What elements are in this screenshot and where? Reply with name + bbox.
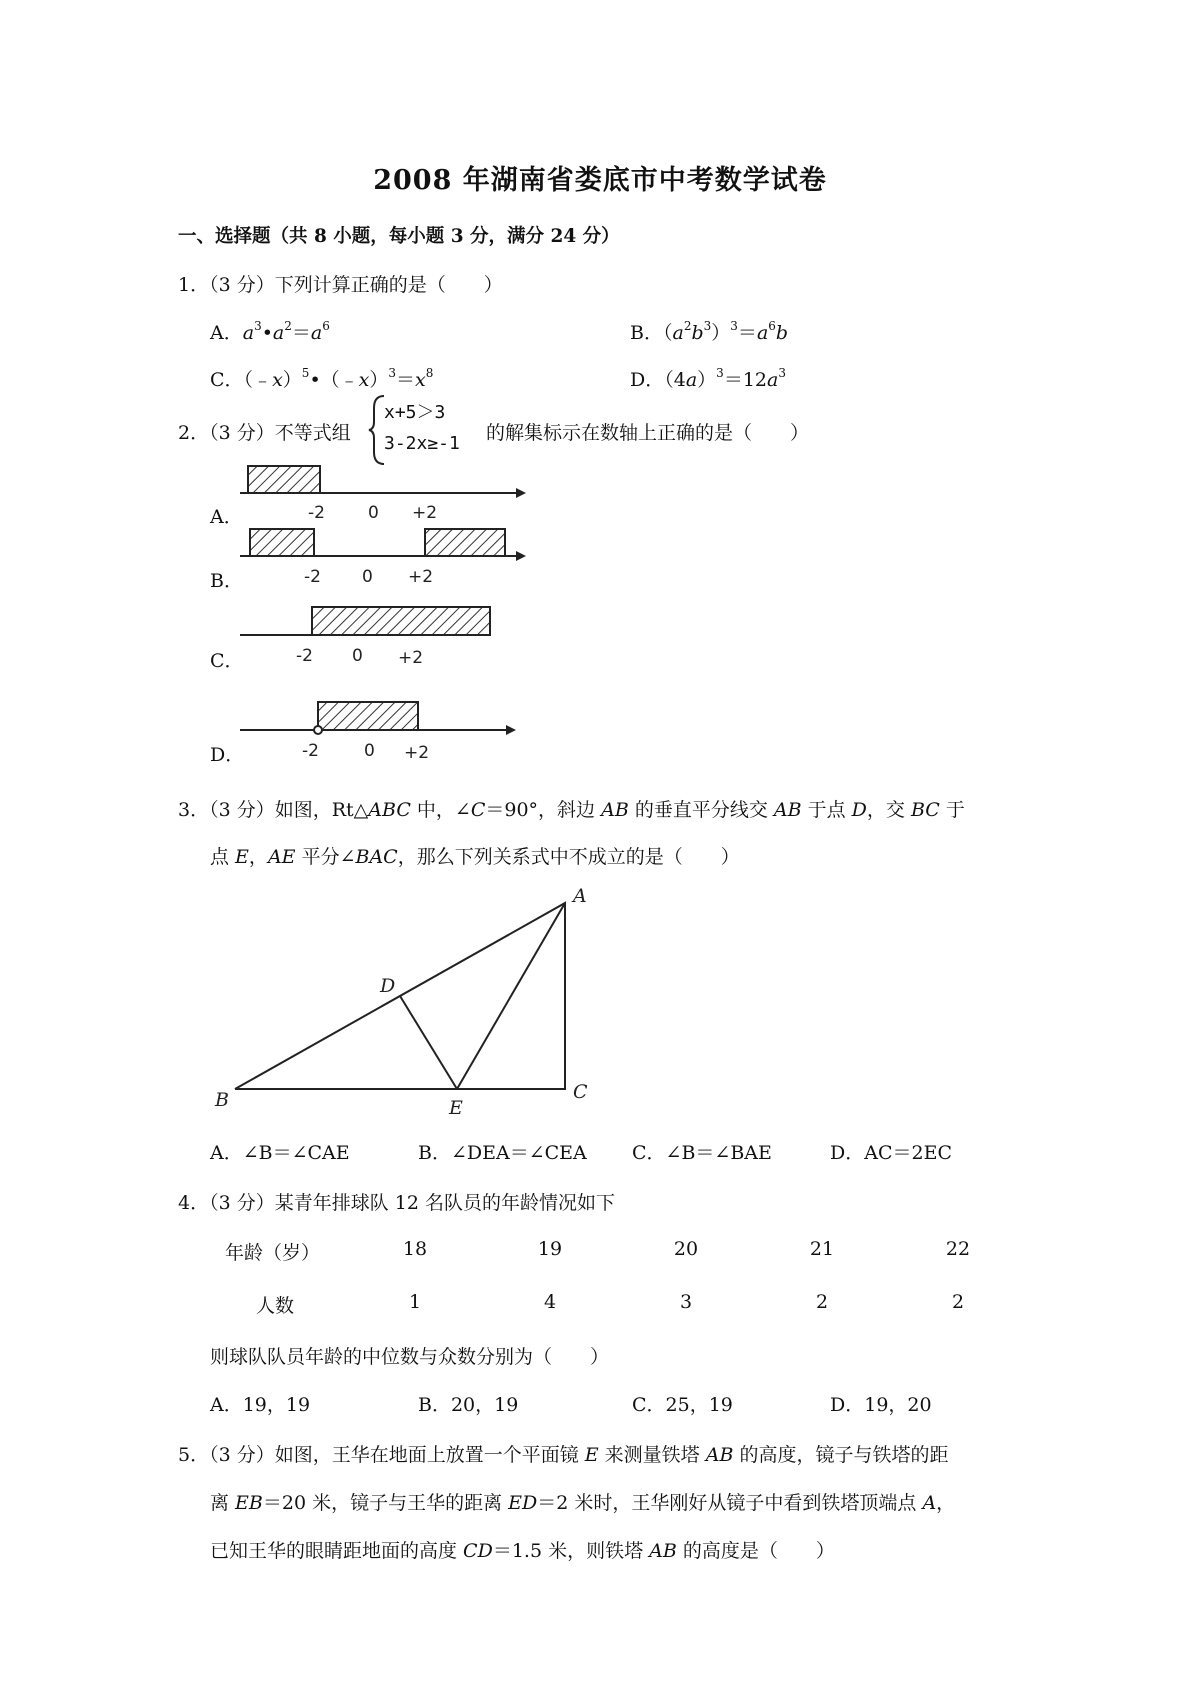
q3-option-d: D．AC＝2EC [830, 1142, 952, 1164]
inequality-2: 3-2x≥-1 [384, 433, 460, 454]
point-label-d: D [380, 975, 396, 997]
q3-option-a: A．∠B＝∠CAE [210, 1142, 350, 1164]
q5-stem-line2: 离 EB＝20 米，镜子与王华的距离 ED＝2 米时，王华刚好从镜子中看到铁塔顶端点 A， [210, 1492, 956, 1514]
q4-option-c: C．25，19 [632, 1394, 733, 1416]
shaded-region-left [250, 529, 314, 556]
count-cell: 4 [543, 1291, 557, 1313]
tick-label: 0 [352, 646, 363, 666]
q5-stem-line3: 已知王华的眼睛距地面的高度 CD＝1.5 米，则铁塔 AB 的高度是（ ） [210, 1540, 835, 1562]
tick-label: -2 [308, 503, 325, 523]
q1-stem: 1．（3 分）下列计算正确的是（ ） [178, 274, 503, 296]
point-label-e: E [449, 1097, 463, 1119]
q3-stem-line2: 点 E，AE 平分∠BAC，那么下列关系式中不成立的是（ ） [210, 846, 740, 868]
point-label-b: B [215, 1089, 229, 1111]
count-cell: 3 [679, 1291, 693, 1313]
age-cell: 19 [537, 1238, 563, 1260]
q1-option-d: D．$(4a)^3=12a^3$ [630, 366, 786, 391]
point-label-c: C [573, 1081, 588, 1103]
q1-option-b: B．$(a^2b^3)^3=a^6b$ [630, 319, 789, 344]
q1-option-a: A．$a^3•a^2=a^6$ [210, 319, 330, 344]
tick-label: 0 [364, 741, 375, 761]
age-cell: 22 [945, 1238, 971, 1260]
age-cell: 18 [402, 1238, 428, 1260]
q4-option-b: B．20，19 [418, 1394, 519, 1416]
triangle-figure [205, 880, 595, 1120]
q4-option-a: A．19，19 [210, 1394, 311, 1416]
shaded-region [248, 466, 320, 493]
shaded-region [312, 607, 490, 635]
tick-label: 0 [368, 503, 379, 523]
count-cell: 2 [951, 1291, 965, 1313]
age-cell: 20 [673, 1238, 699, 1260]
tick-label: +2 [404, 743, 430, 763]
q4-option-d: D．19，20 [830, 1394, 932, 1416]
tick-label: -2 [304, 567, 321, 587]
q2-stem-prefix: 2．（3 分）不等式组 [178, 422, 351, 444]
q4-stem: 4．（3 分）某青年排球队 12 名队员的年龄情况如下 [178, 1192, 615, 1214]
table-row-label-count: 人数 [256, 1295, 295, 1317]
age-cell: 21 [809, 1238, 835, 1260]
number-line-d [240, 698, 530, 764]
tick-label: -2 [302, 741, 319, 761]
count-cell: 1 [408, 1291, 422, 1313]
shaded-region-right [425, 529, 505, 556]
count-cell: 2 [815, 1291, 829, 1313]
tick-label: +2 [408, 567, 434, 587]
table-row-label-age: 年龄（岁） [225, 1242, 321, 1264]
q1-option-c: C．$(﹣x)^5•(﹣x)^3=x^8$ [210, 366, 434, 391]
inequality-1: x+5＞3 [384, 402, 446, 423]
tick-label: 0 [362, 567, 373, 587]
q3-option-c: C．∠B＝∠BAE [632, 1142, 772, 1164]
q5-stem-line1: 5．（3 分）如图，王华在地面上放置一个平面镜 E 来测量铁塔 AB 的高度，镜子与铁塔的距 [178, 1444, 949, 1466]
q2-stem-suffix: 的解集标示在数轴上正确的是（ ） [486, 422, 810, 444]
shaded-region [318, 702, 418, 730]
point-label-a: A [573, 885, 587, 907]
q3-stem-line1: 3．（3 分）如图，Rt△ABC 中，∠C＝90°，斜边 AB 的垂直平分线交 AB 于点 D，交 BC 于 [178, 799, 965, 821]
number-line-c [240, 600, 530, 668]
q4-question: 则球队队员年龄的中位数与众数分别为（ ） [210, 1346, 610, 1368]
tick-label: +2 [412, 503, 438, 523]
section-heading: 一、选择题（共 8 小题，每小题 3 分，满分 24 分） [178, 226, 620, 247]
number-line-b [240, 526, 530, 591]
tick-label: -2 [296, 646, 313, 666]
q2-option-d-label: D． [210, 744, 245, 766]
number-line-a [240, 460, 530, 525]
q2-option-c-label: C． [210, 650, 244, 672]
q2-option-b-label: B． [210, 570, 243, 592]
page-title: 2008 年湖南省娄底市中考数学试卷 [373, 165, 827, 196]
q2-option-a-label: A． [210, 506, 243, 528]
tick-label: +2 [398, 648, 424, 668]
open-endpoint [314, 726, 322, 734]
q3-option-b: B．∠DEA＝∠CEA [418, 1142, 587, 1164]
